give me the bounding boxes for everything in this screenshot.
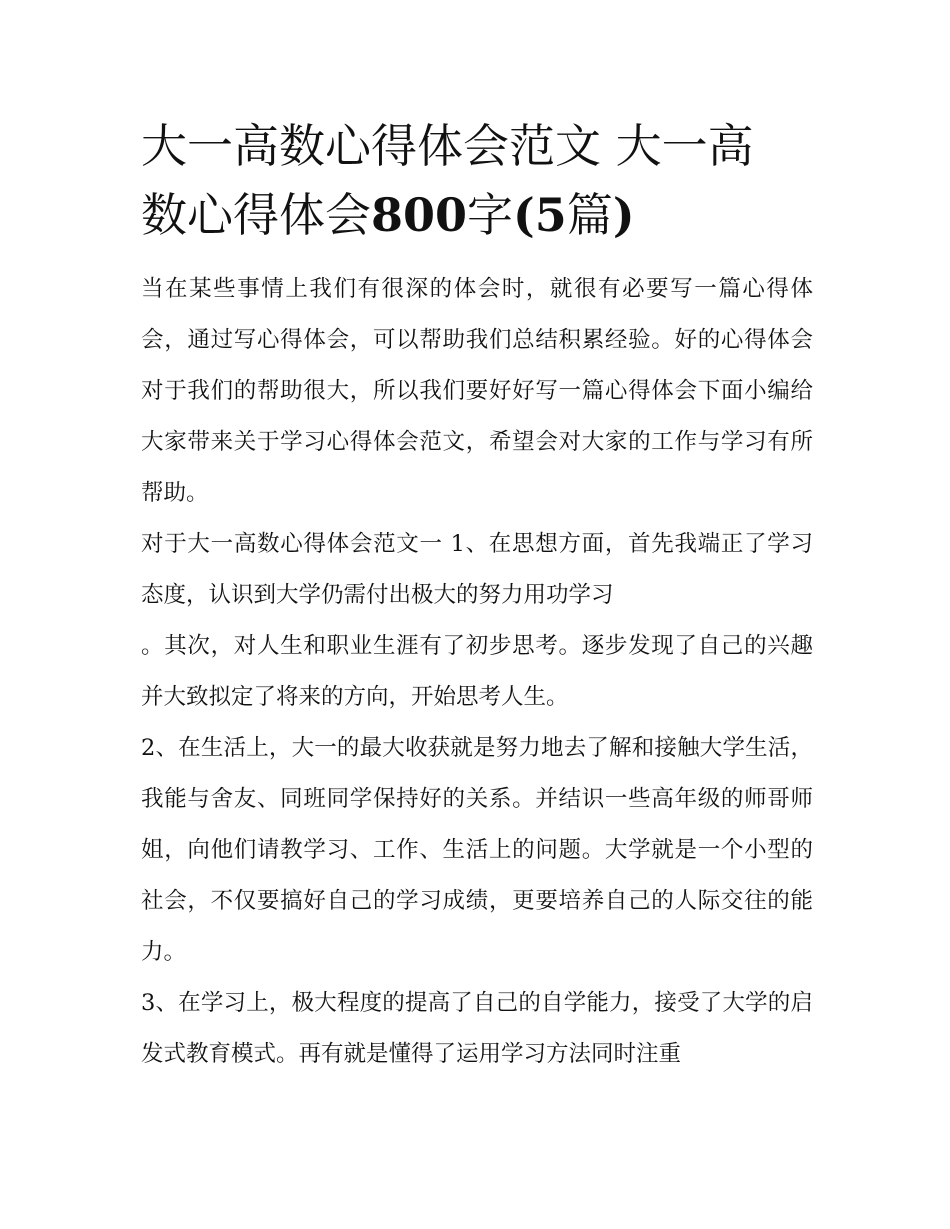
section-3-paragraph: 3、在学习上，极大程度的提高了自己的自学能力，接受了大学的启发式教育模式。再有就是懂得了运用学习方法同时注重: [141, 990, 813, 1067]
title-count-open: (5: [513, 188, 567, 242]
section-1-paragraph: 对于大一高数心得体会范文一 1、在思想方面，首先我端正了学习态度，认识到大学仍需付出极大的努力用功学习: [141, 531, 813, 608]
title-word-count: 800: [371, 188, 468, 242]
document-page: [141, 112, 813, 1080]
section-2-paragraph: 2、在生活上，大一的最大收获就是努力地去了解和接触大学生活，我能与舍友、同班同学保持好的关系。并结识一些高年级的师哥师姐，向他们请教学习、工作、生活上的问题。大学就是一个小型的社会，不仅要搞好自己的学习成绩，更要培养自己的人际交往的能力。: [141, 735, 813, 965]
title-line-2-prefix: 数心得体会: [141, 188, 371, 242]
document-title: [141, 112, 813, 250]
title-pian: 篇: [566, 188, 613, 242]
title-count-close: ): [612, 188, 635, 242]
title-line-1: 大一高数心得体会范文 大一高: [141, 119, 754, 173]
intro-paragraph: 当在某些事情上我们有很深的体会时，就很有必要写一篇心得体会，通过写心得体会，可以帮助我们总结积累经验。好的心得体会对于我们的帮助很大，所以我们要好好写一篇心得体会下面小编给大家带来关于学习心得体会范文，希望会对大家的工作与学习有所帮助。: [141, 276, 813, 506]
section-1-continued-paragraph: 。其次，对人生和职业生涯有了初步思考。逐步发现了自己的兴趣并大致拟定了将来的方向，开始思考人生。: [141, 633, 813, 710]
title-char: 字: [467, 188, 514, 242]
